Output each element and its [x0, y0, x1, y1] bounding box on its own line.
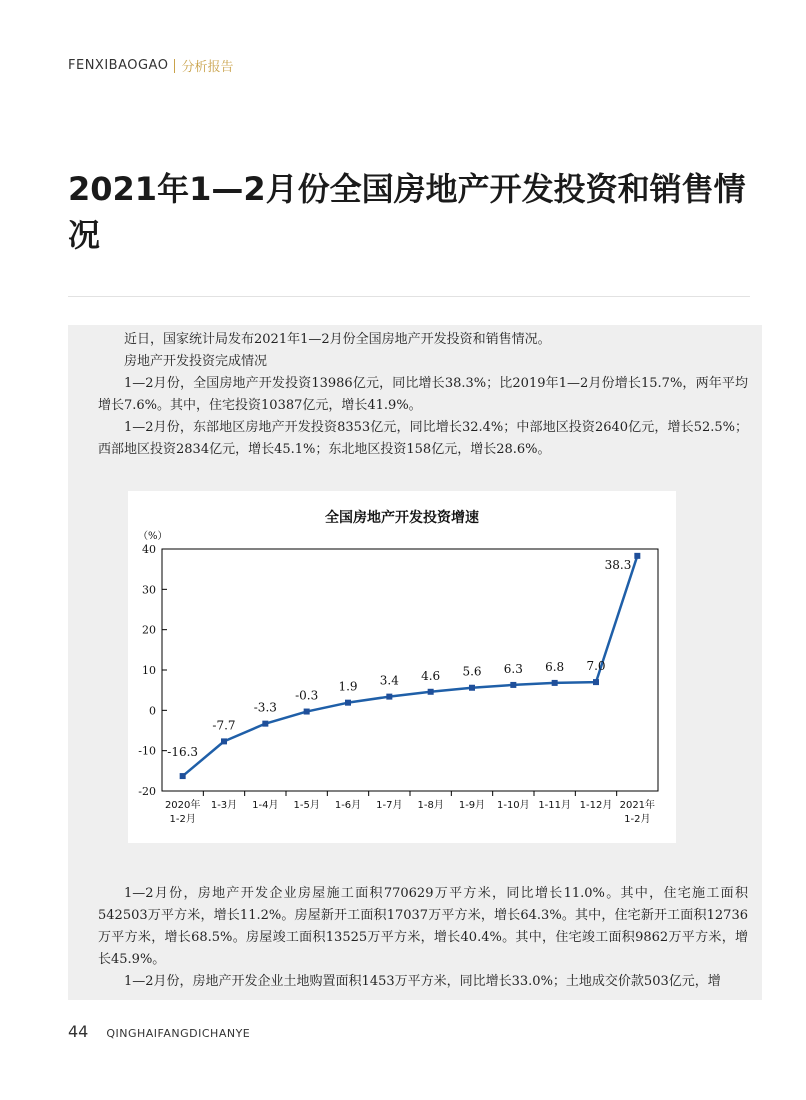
x-tick-label: 1-2月: [624, 814, 651, 825]
data-label: -0.3: [295, 688, 319, 703]
data-label: 38.3: [604, 557, 632, 572]
header-divider: [174, 59, 175, 73]
article-title: 2021年1—2月份全国房地产开发投资和销售情况: [68, 170, 746, 254]
data-point: [552, 680, 558, 686]
x-tick-label: 2020年: [164, 800, 201, 811]
land-paragraph: 1—2月份，房地产开发企业土地购置面积1453万平方米，同比增长33.0%；土地成交价款503亿元，增: [124, 974, 721, 989]
x-tick-label: 1-5月: [293, 800, 320, 811]
x-tick-label: 1-9月: [458, 800, 486, 811]
regional-paragraph: 1—2月份，东部地区房地产开发投资8353亿元，同比增长32.4%；中部地区投资2640亿元，增长52.5%；西部地区投资2834亿元，增长45.1%；东北地区投资158亿元，增长28.6%。: [98, 420, 748, 457]
data-label: 3.4: [379, 673, 399, 688]
data-point: [469, 685, 475, 691]
x-tick-label: 1-6月: [334, 800, 362, 811]
data-point: [262, 721, 268, 727]
data-point: [180, 773, 186, 779]
plot-frame: [162, 549, 658, 791]
x-tick-label: 1-3月: [210, 800, 238, 811]
y-axis-unit-label: （%）: [138, 531, 168, 542]
x-tick-label: 1-10月: [496, 800, 530, 811]
y-tick-label: -10: [138, 744, 156, 758]
data-point: [510, 682, 516, 688]
data-label: 1.9: [338, 679, 358, 694]
publication-name: QINGHAIFANGDICHANYE: [106, 1027, 251, 1040]
construction-paragraph: 1—2月份，房地产开发企业房屋施工面积770629万平方米，同比增长11.0%。其中，住宅施工面积542503万平方米，增长11.2%。房屋新开工面积17037万平方米，增长64.3%。其中，住宅新开工面积12736万平方米，增长68.5%。房屋竣工面积13525万平方米，增长40.4%。其中，住宅竣工面积9862万平方米，增长45.9%。: [98, 886, 748, 967]
y-tick-label: 0: [149, 704, 156, 718]
data-point: [221, 738, 227, 744]
x-tick-label: 1-2月: [169, 814, 196, 825]
data-point: [593, 679, 599, 685]
y-tick-label: 40: [142, 543, 156, 556]
data-point: [345, 700, 351, 706]
data-label: 6.8: [545, 659, 565, 674]
y-tick-label: -20: [138, 785, 156, 798]
data-point: [304, 709, 310, 715]
data-point: [634, 553, 640, 559]
investment-growth-chart: [128, 491, 676, 843]
page-footer: [68, 1022, 250, 1041]
data-point: [386, 694, 392, 700]
data-label: 6.3: [503, 661, 523, 676]
chart-svg: [128, 491, 676, 843]
data-label: 4.6: [421, 668, 441, 683]
y-tick-label: 30: [142, 583, 156, 597]
page-number: 44: [68, 1022, 89, 1041]
x-tick-label: 1-4月: [252, 800, 279, 811]
investment-paragraph: 1—2月份，全国房地产开发投资13986亿元，同比增长38.3%；比2019年1—2月份增长15.7%，两年平均增长7.6%。其中，住宅投资10387亿元，增长41.9%。: [98, 376, 748, 413]
x-tick-label: 1-11月: [538, 800, 572, 811]
series-line: [183, 556, 638, 776]
x-tick-label: 1-12月: [579, 800, 613, 811]
x-tick-label: 1-8月: [417, 800, 444, 811]
y-tick-label: 10: [142, 664, 156, 677]
data-label: -3.3: [253, 700, 277, 715]
section-heading: 房地产开发投资完成情况: [124, 354, 268, 369]
header-section-cn: 分析报告: [181, 60, 234, 75]
x-tick-label: 1-7月: [376, 800, 403, 811]
data-point: [428, 689, 434, 695]
intro-paragraph: 近日，国家统计局发布2021年1—2月份全国房地产开发投资和销售情况。: [124, 332, 551, 347]
data-label: 5.6: [462, 664, 482, 679]
running-header: [68, 56, 233, 75]
title-divider: [68, 296, 750, 297]
y-tick-label: 20: [142, 623, 156, 637]
chart-title: 全国房地产开发投资增速: [325, 510, 479, 526]
data-label: -16.3: [167, 745, 199, 760]
data-label: -7.7: [212, 718, 236, 733]
x-tick-label: 2021年: [619, 800, 656, 811]
header-section-en: FENXIBAOGAO: [68, 58, 169, 73]
data-label: 7.0: [586, 659, 606, 674]
